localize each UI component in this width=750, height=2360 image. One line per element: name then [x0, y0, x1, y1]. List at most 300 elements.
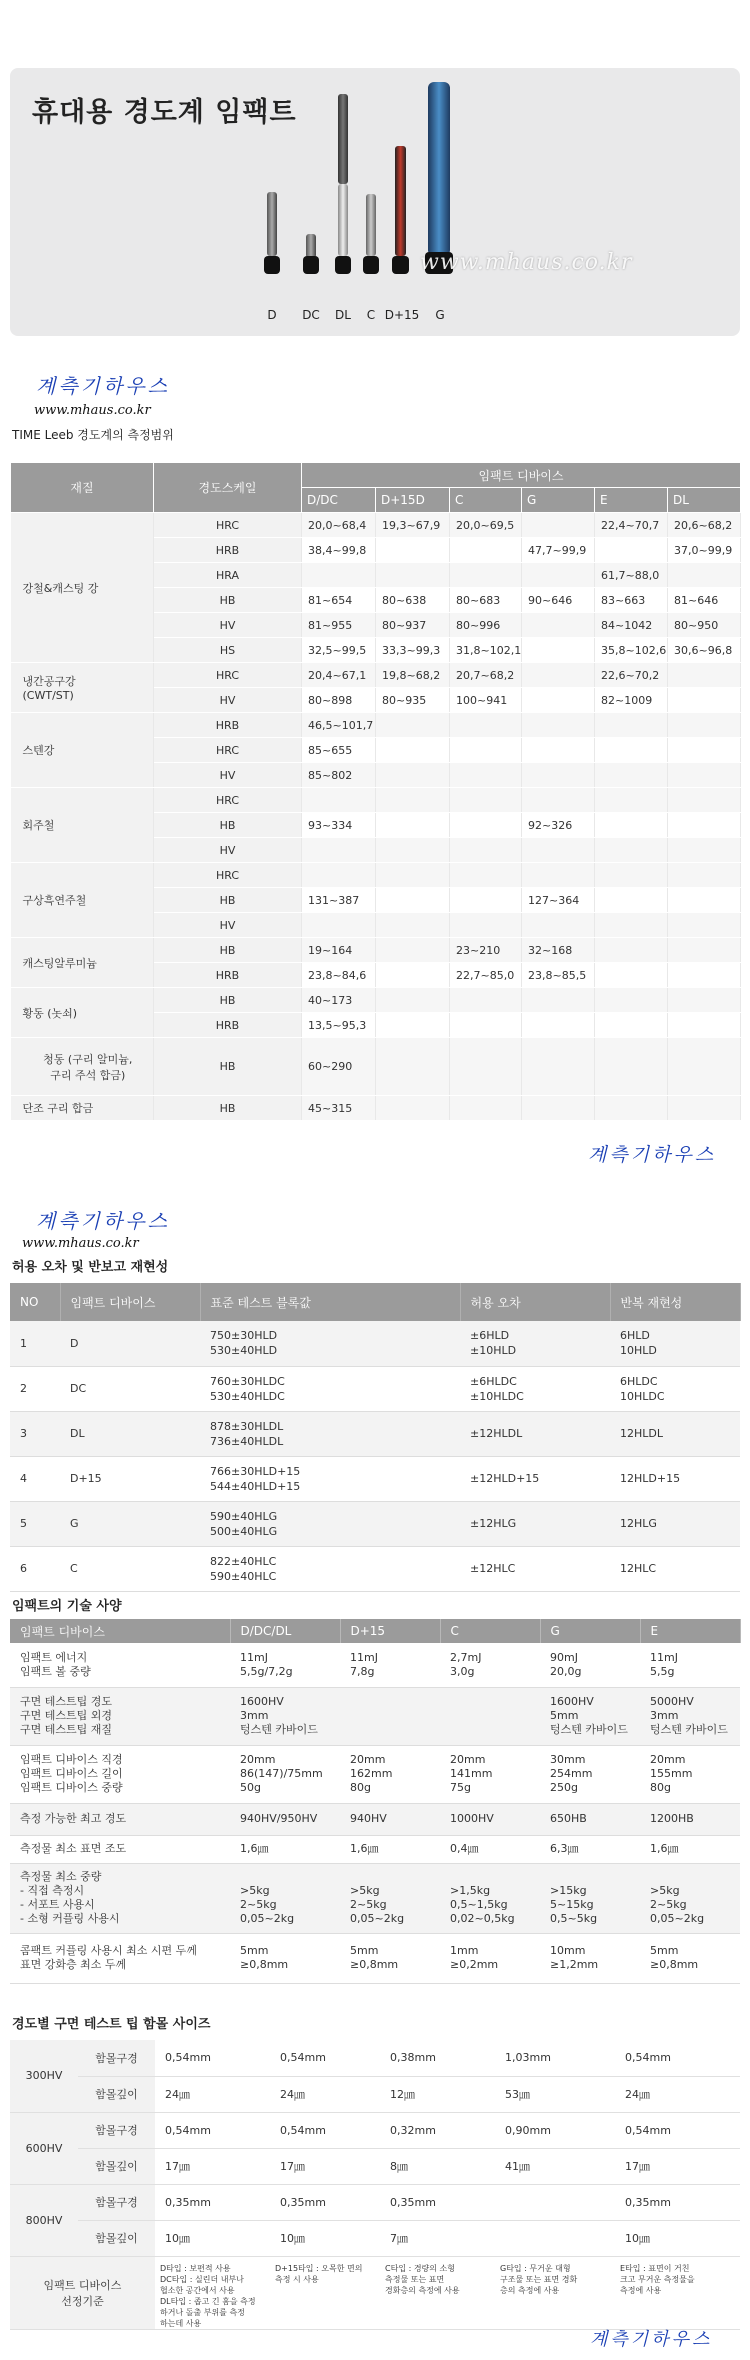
- material-cell: 구상흑연주철: [11, 863, 154, 938]
- value-cell: 22,4~70,7: [595, 513, 668, 538]
- value-cell: 38,4~99,8: [302, 538, 376, 563]
- specs-header-4: G: [540, 1619, 640, 1643]
- value-cell: [450, 1096, 522, 1121]
- value-cell: [668, 563, 741, 588]
- value-cell: 23,8~84,6: [302, 963, 376, 988]
- header-device-1: D+15D: [376, 488, 450, 513]
- probe-c-image: [366, 194, 376, 274]
- value-cell: [668, 838, 741, 863]
- probe-g-image: [428, 82, 450, 274]
- table-row: [10, 1321, 740, 1366]
- value-cell: 37,0~99,9: [668, 538, 741, 563]
- spec-value: 940HV: [340, 1803, 440, 1835]
- selection-row: [10, 2256, 740, 2329]
- scale-cell: HB: [154, 813, 302, 838]
- tolerance-cell: 6: [10, 1546, 60, 1591]
- value-cell: 80~996: [450, 613, 522, 638]
- value-cell: [376, 938, 450, 963]
- tip-value: 24㎛: [270, 2076, 380, 2112]
- spec-value: 20mm 162mm 80g: [340, 1745, 440, 1803]
- tip-label: 함몰깊이: [78, 2076, 155, 2112]
- value-cell: 20,0~68,4: [302, 513, 376, 538]
- value-cell: [376, 888, 450, 913]
- value-cell: 127~364: [522, 888, 595, 913]
- table-row: [10, 1803, 740, 1835]
- value-cell: 60~290: [302, 1038, 376, 1096]
- value-cell: [668, 688, 741, 713]
- probe-label: D: [267, 308, 277, 322]
- tip-value: 0,54mm: [270, 2112, 380, 2148]
- tip-label: 함몰구경: [78, 2112, 155, 2148]
- spec-value: 1000HV: [440, 1803, 540, 1835]
- value-cell: 20,0~69,5: [450, 513, 522, 538]
- tolerance-cell: 6HLD 10HLD: [610, 1321, 740, 1366]
- value-cell: [595, 838, 668, 863]
- spec-value: 20mm 86(147)/75mm 50g: [230, 1745, 340, 1803]
- header-device-0: D/DC: [302, 488, 376, 513]
- selection-text: D+15타입 : 오목한 면의 측정 시 사용: [270, 2256, 380, 2329]
- value-cell: [450, 563, 522, 588]
- tolerance-cell: 590±40HLG 500±40HLG: [200, 1501, 460, 1546]
- tip-section-title: 경도별 구면 테스트 팁 함몰 사이즈: [12, 2017, 211, 2032]
- table-row: [10, 1456, 740, 1501]
- scale-cell: HRC: [154, 513, 302, 538]
- header-device: 임팩트 디바이스: [302, 463, 741, 488]
- tip-value: [495, 2220, 615, 2256]
- value-cell: 33,3~99,3: [376, 638, 450, 663]
- tip-value: 17㎛: [270, 2148, 380, 2184]
- scale-cell: HV: [154, 763, 302, 788]
- tip-label: 함몰구경: [78, 2184, 155, 2220]
- value-cell: [668, 1096, 741, 1121]
- value-cell: [668, 888, 741, 913]
- brand-watermark: 계측기하우스: [36, 1209, 170, 1233]
- tip-label: 함몰깊이: [78, 2220, 155, 2256]
- specs-header-2: D+15: [340, 1619, 440, 1643]
- value-cell: [376, 913, 450, 938]
- tolerance-cell: ±12HLD+15: [460, 1456, 610, 1501]
- value-cell: [595, 913, 668, 938]
- table-row: [10, 2148, 740, 2184]
- value-cell: [302, 563, 376, 588]
- value-cell: [668, 1038, 741, 1096]
- value-cell: 20,4~67,1: [302, 663, 376, 688]
- selection-label: 임팩트 디바이스 선정기준: [10, 2256, 155, 2329]
- spec-label: 콤팩트 커플링 사용시 최소 시편 두께 표면 강화층 최소 두께: [10, 1933, 230, 1983]
- probe-d-image: [267, 192, 277, 274]
- value-cell: 40~173: [302, 988, 376, 1013]
- selection-text: D타입 : 보편적 사용 DC타입 : 실린더 내부나 협소한 공간에서 사용 DL타입 : 좁고 긴 홈을 측정 하거나 돌출 부위를 측정 하는데 사용: [155, 2256, 270, 2329]
- spec-value: 940HV/950HV: [230, 1803, 340, 1835]
- value-cell: [595, 888, 668, 913]
- value-cell: [595, 938, 668, 963]
- value-cell: [668, 988, 741, 1013]
- header-material: 재질: [11, 463, 154, 513]
- tolerance-cell: DC: [60, 1366, 200, 1411]
- value-cell: [595, 738, 668, 763]
- value-cell: [595, 763, 668, 788]
- value-cell: [450, 888, 522, 913]
- value-cell: 81~654: [302, 588, 376, 613]
- probe-dl-image: [338, 94, 348, 274]
- scale-cell: HV: [154, 688, 302, 713]
- table-row: [11, 1096, 741, 1121]
- tip-value: 12㎛: [380, 2076, 495, 2112]
- value-cell: [595, 963, 668, 988]
- tip-value: 7㎛: [380, 2220, 495, 2256]
- tolerance-section-title: 허용 오차 및 반보고 재현성: [12, 1260, 169, 1275]
- scale-cell: HB: [154, 988, 302, 1013]
- tolerance-cell: C: [60, 1546, 200, 1591]
- tip-value: 0,54mm: [615, 2040, 740, 2076]
- value-cell: [376, 813, 450, 838]
- tolerance-cell: ±6HLDC ±10HLDC: [460, 1366, 610, 1411]
- probe-label: C: [366, 308, 376, 322]
- value-cell: [595, 1013, 668, 1038]
- spec-value: >5kg 2~5kg 0,05~2kg: [340, 1863, 440, 1933]
- material-cell: 강철&캐스팅 강: [11, 513, 154, 663]
- table-row: [11, 988, 741, 1013]
- value-cell: [302, 863, 376, 888]
- value-cell: [522, 713, 595, 738]
- spec-value: >15kg 5~15kg 0,5~5kg: [540, 1863, 640, 1933]
- scale-cell: HV: [154, 613, 302, 638]
- tolerance-cell: G: [60, 1501, 200, 1546]
- tolerance-cell: ±12HLDL: [460, 1411, 610, 1456]
- table-row: [10, 1643, 740, 1687]
- value-cell: [450, 788, 522, 813]
- selection-text: G타입 : 무거운 대형 구조물 또는 표면 경화 층의 측정에 사용: [495, 2256, 615, 2329]
- brand-watermark: 계측기하우스: [36, 374, 170, 398]
- value-cell: [302, 913, 376, 938]
- value-cell: [668, 763, 741, 788]
- tip-value: 0,35mm: [615, 2184, 740, 2220]
- value-cell: [376, 863, 450, 888]
- probe-label: DL: [335, 308, 351, 322]
- tip-value: 0,54mm: [615, 2112, 740, 2148]
- value-cell: [668, 813, 741, 838]
- value-cell: 80~935: [376, 688, 450, 713]
- value-cell: [376, 763, 450, 788]
- spec-value: 11mJ 5,5g: [640, 1643, 740, 1687]
- tolerance-cell: DL: [60, 1411, 200, 1456]
- tip-label: 함몰구경: [78, 2040, 155, 2076]
- value-cell: [450, 863, 522, 888]
- value-cell: [450, 738, 522, 763]
- value-cell: 61,7~88,0: [595, 563, 668, 588]
- value-cell: [522, 563, 595, 588]
- scale-cell: HB: [154, 1096, 302, 1121]
- tip-value: 24㎛: [615, 2076, 740, 2112]
- table-row: [10, 1501, 740, 1546]
- tip-value: 0,32mm: [380, 2112, 495, 2148]
- value-cell: [595, 713, 668, 738]
- table-row: [10, 1366, 740, 1411]
- value-cell: 92~326: [522, 813, 595, 838]
- value-cell: [376, 563, 450, 588]
- spec-value: 10mm ≥1,2mm: [540, 1933, 640, 1983]
- spec-value: 90mJ 20,0g: [540, 1643, 640, 1687]
- tip-value: [495, 2184, 615, 2220]
- tip-value: 10㎛: [270, 2220, 380, 2256]
- value-cell: [522, 613, 595, 638]
- probe-label: G: [435, 308, 445, 322]
- value-cell: 22,7~85,0: [450, 963, 522, 988]
- spec-value: 2,7mJ 3,0g: [440, 1643, 540, 1687]
- brand-watermark: 계측기하우스: [588, 1144, 717, 1166]
- tip-value: 0,35mm: [155, 2184, 270, 2220]
- value-cell: [522, 638, 595, 663]
- value-cell: [668, 1013, 741, 1038]
- scale-cell: HB: [154, 1038, 302, 1096]
- table-row: [11, 863, 741, 888]
- value-cell: [302, 838, 376, 863]
- value-cell: [668, 863, 741, 888]
- value-cell: [450, 763, 522, 788]
- tolerance-cell: 766±30HLD+15 544±40HLD+15: [200, 1456, 460, 1501]
- table-row: [11, 513, 741, 538]
- value-cell: [595, 813, 668, 838]
- spec-value: 1200HB: [640, 1803, 740, 1835]
- tip-value: 17㎛: [155, 2148, 270, 2184]
- tolerance-cell: ±6HLD ±10HLD: [460, 1321, 610, 1366]
- value-cell: [522, 738, 595, 763]
- table-row: [10, 1411, 740, 1456]
- value-cell: 80~683: [450, 588, 522, 613]
- scale-cell: HRB: [154, 963, 302, 988]
- scale-cell: HRC: [154, 863, 302, 888]
- hero-watermark: www.mhaus.co.kr: [420, 250, 633, 275]
- tolerance-header-1: 임팩트 디바이스: [60, 1283, 200, 1321]
- spec-value: 5mm ≥0,8mm: [230, 1933, 340, 1983]
- value-cell: [450, 1013, 522, 1038]
- scale-cell: HS: [154, 638, 302, 663]
- value-cell: 131~387: [302, 888, 376, 913]
- scale-cell: HB: [154, 938, 302, 963]
- value-cell: [302, 788, 376, 813]
- spec-value: [340, 1687, 440, 1745]
- value-cell: [522, 838, 595, 863]
- value-cell: [668, 788, 741, 813]
- value-cell: [376, 1096, 450, 1121]
- hv-cell: 300HV: [10, 2040, 78, 2112]
- spec-value: 1600HV 5mm 텅스텐 카바이드: [540, 1687, 640, 1745]
- table-row: [11, 788, 741, 813]
- tolerance-header-2: 표준 테스트 블록값: [200, 1283, 460, 1321]
- table-row: [11, 713, 741, 738]
- tip-value: 8㎛: [380, 2148, 495, 2184]
- value-cell: 80~950: [668, 613, 741, 638]
- tolerance-cell: 4: [10, 1456, 60, 1501]
- tolerance-cell: 12HLG: [610, 1501, 740, 1546]
- table-row: [10, 2220, 740, 2256]
- spec-value: 11mJ 5,5g/7,2g: [230, 1643, 340, 1687]
- tolerance-cell: 3: [10, 1411, 60, 1456]
- value-cell: [522, 913, 595, 938]
- probe-dc-image: [306, 234, 316, 274]
- scale-cell: HRC: [154, 788, 302, 813]
- value-cell: [522, 1013, 595, 1038]
- spec-value: 5mm ≥0,8mm: [640, 1933, 740, 1983]
- table-row: [11, 1038, 741, 1096]
- value-cell: [522, 788, 595, 813]
- value-cell: [595, 788, 668, 813]
- scale-cell: HV: [154, 838, 302, 863]
- value-cell: [595, 1096, 668, 1121]
- value-cell: [376, 788, 450, 813]
- tolerance-table: [10, 1283, 741, 1592]
- value-cell: [376, 713, 450, 738]
- spec-value: >1,5kg 0,5~1,5kg 0,02~0,5kg: [440, 1863, 540, 1933]
- tolerance-cell: 760±30HLDC 530±40HLDC: [200, 1366, 460, 1411]
- spec-label: 측정물 최소 중량 - 직접 측정시 - 서포트 사용시 - 소형 커플링 사용시: [10, 1863, 230, 1933]
- value-cell: 32~168: [522, 938, 595, 963]
- specs-table: [10, 1619, 741, 1984]
- value-cell: [522, 688, 595, 713]
- material-cell: 회주철: [11, 788, 154, 863]
- value-cell: 30,6~96,8: [668, 638, 741, 663]
- value-cell: [376, 838, 450, 863]
- value-cell: 46,5~101,7: [302, 713, 376, 738]
- value-cell: 22,6~70,2: [595, 663, 668, 688]
- hv-cell: 600HV: [10, 2112, 78, 2184]
- value-cell: [522, 513, 595, 538]
- tolerance-cell: 5: [10, 1501, 60, 1546]
- scale-cell: HB: [154, 588, 302, 613]
- material-cell: 캐스팅알루미늄: [11, 938, 154, 988]
- measurement-range-table: [10, 462, 741, 1121]
- tip-indent-table: [10, 2040, 740, 2330]
- value-cell: 19,3~67,9: [376, 513, 450, 538]
- tip-value: 0,38mm: [380, 2040, 495, 2076]
- value-cell: 90~646: [522, 588, 595, 613]
- spec-value: 1,6㎛: [230, 1835, 340, 1863]
- material-cell: 냉간공구강 (CWT/ST): [11, 663, 154, 713]
- value-cell: [595, 863, 668, 888]
- value-cell: [376, 1013, 450, 1038]
- range-section-title: TIME Leeb 경도계의 측정범위: [12, 428, 174, 442]
- value-cell: 19,8~68,2: [376, 663, 450, 688]
- tip-value: 0,35mm: [380, 2184, 495, 2220]
- selection-text: C타입 : 경량의 소형 측정물 또는 표면 경화층의 측정에 사용: [380, 2256, 495, 2329]
- scale-cell: HV: [154, 913, 302, 938]
- value-cell: 23,8~85,5: [522, 963, 595, 988]
- table-row: [10, 1863, 740, 1933]
- brand-url: www.mhaus.co.kr: [22, 1236, 139, 1251]
- tolerance-header-4: 반복 재현성: [610, 1283, 740, 1321]
- value-cell: 81~955: [302, 613, 376, 638]
- tolerance-cell: D: [60, 1321, 200, 1366]
- spec-value: 11mJ 7,8g: [340, 1643, 440, 1687]
- value-cell: 47,7~99,9: [522, 538, 595, 563]
- spec-value: 5000HV 3mm 텅스텐 카바이드: [640, 1687, 740, 1745]
- spec-value: 20mm 141mm 75g: [440, 1745, 540, 1803]
- probe-label: DC: [302, 308, 320, 322]
- tip-value: 10㎛: [615, 2220, 740, 2256]
- table-row: [10, 1933, 740, 1983]
- material-cell: 단조 구리 합금: [11, 1096, 154, 1121]
- page-title: 휴대용 경도계 임팩트: [32, 97, 297, 128]
- value-cell: 83~663: [595, 588, 668, 613]
- spec-label: 구면 테스트팁 경도 구면 테스트팁 외경 구면 테스트팁 재질: [10, 1687, 230, 1745]
- specs-header-1: D/DC/DL: [230, 1619, 340, 1643]
- tolerance-cell: 822±40HLC 590±40HLC: [200, 1546, 460, 1591]
- tip-value: 1,03mm: [495, 2040, 615, 2076]
- value-cell: [668, 713, 741, 738]
- scale-cell: HB: [154, 888, 302, 913]
- specs-header-5: E: [640, 1619, 740, 1643]
- value-cell: [450, 913, 522, 938]
- spec-value: 1,6㎛: [640, 1835, 740, 1863]
- value-cell: 32,5~99,5: [302, 638, 376, 663]
- value-cell: [522, 1038, 595, 1096]
- table-row: [10, 1687, 740, 1745]
- tip-value: 53㎛: [495, 2076, 615, 2112]
- material-cell: 청동 (구리 알미늄, 구리 주석 합금): [11, 1038, 154, 1096]
- spec-value: >5kg 2~5kg 0,05~2kg: [230, 1863, 340, 1933]
- value-cell: [595, 1038, 668, 1096]
- tolerance-cell: 878±30HLDL 736±40HLDL: [200, 1411, 460, 1456]
- table-row: [10, 2040, 740, 2076]
- value-cell: [522, 763, 595, 788]
- tolerance-cell: 12HLC: [610, 1546, 740, 1591]
- spec-label: 임팩트 디바이스 직경 임팩트 디바이스 길이 임팩트 디바이스 중량: [10, 1745, 230, 1803]
- value-cell: 82~1009: [595, 688, 668, 713]
- tip-value: 0,54mm: [155, 2112, 270, 2148]
- selection-text: E타입 : 표면이 거친 크고 무거운 측정물을 측정에 사용: [615, 2256, 740, 2329]
- value-cell: [450, 538, 522, 563]
- spec-value: 5mm ≥0,8mm: [340, 1933, 440, 1983]
- tolerance-cell: ±12HLC: [460, 1546, 610, 1591]
- value-cell: 31,8~102,1: [450, 638, 522, 663]
- value-cell: [522, 663, 595, 688]
- tolerance-cell: ±12HLG: [460, 1501, 610, 1546]
- value-cell: 45~315: [302, 1096, 376, 1121]
- tip-label: 함몰깊이: [78, 2148, 155, 2184]
- specs-section-title: 임팩트의 기술 사양: [12, 1599, 122, 1614]
- tolerance-cell: 12HLD+15: [610, 1456, 740, 1501]
- value-cell: 81~646: [668, 588, 741, 613]
- tolerance-cell: 12HLDL: [610, 1411, 740, 1456]
- value-cell: [668, 738, 741, 763]
- spec-value: 30mm 254mm 250g: [540, 1745, 640, 1803]
- brand-url: www.mhaus.co.kr: [34, 403, 151, 418]
- tolerance-cell: D+15: [60, 1456, 200, 1501]
- spec-label: 임팩트 에너지 임팩트 볼 중량: [10, 1643, 230, 1687]
- material-cell: 스텐강: [11, 713, 154, 788]
- value-cell: [522, 863, 595, 888]
- tip-value: 10㎛: [155, 2220, 270, 2256]
- scale-cell: HRB: [154, 1013, 302, 1038]
- value-cell: [595, 538, 668, 563]
- value-cell: 85~802: [302, 763, 376, 788]
- tolerance-cell: 750±30HLD 530±40HLD: [200, 1321, 460, 1366]
- table-row: [10, 1835, 740, 1863]
- spec-value: 1,6㎛: [340, 1835, 440, 1863]
- specs-header-0: 임팩트 디바이스: [10, 1619, 230, 1643]
- spec-value: [440, 1687, 540, 1745]
- table-row: [10, 2076, 740, 2112]
- brand-watermark: 계측기하우스: [590, 2329, 713, 2350]
- tolerance-cell: 6HLDC 10HLDC: [610, 1366, 740, 1411]
- spec-value: 1600HV 3mm 텅스텐 카바이드: [230, 1687, 340, 1745]
- value-cell: 20,6~68,2: [668, 513, 741, 538]
- value-cell: [376, 963, 450, 988]
- material-cell: 황동 (놋쇠): [11, 988, 154, 1038]
- value-cell: [376, 1038, 450, 1096]
- value-cell: [668, 963, 741, 988]
- hero-banner: [10, 68, 740, 336]
